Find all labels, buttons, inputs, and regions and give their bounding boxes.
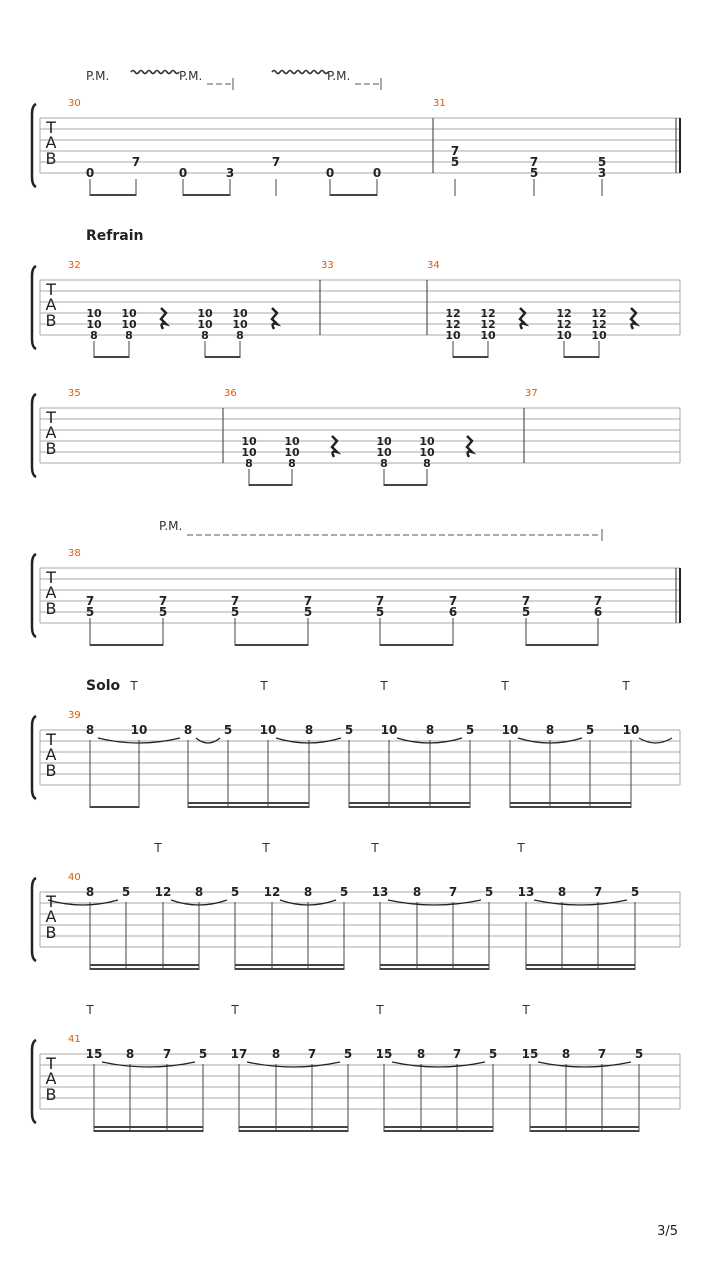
fret-number: 5 — [585, 723, 595, 737]
fret-number: 5 — [223, 723, 233, 737]
fret-number: 3 — [597, 166, 607, 180]
tab-clef-t: T — [46, 118, 56, 137]
vibrato-line — [272, 71, 328, 74]
fret-number: 10 — [121, 307, 137, 320]
fret-number: 8 — [85, 723, 95, 737]
fret-number: 0 — [85, 166, 95, 180]
tab-clef-b: B — [45, 923, 57, 942]
fret-number: 5 — [343, 1047, 353, 1061]
fret-number: 7 — [375, 594, 385, 608]
fret-number: 5 — [158, 605, 168, 619]
tab-clef-b: B — [45, 311, 57, 330]
measure-number: 34 — [427, 260, 440, 271]
fret-number: 0 — [325, 166, 335, 180]
fret-number: 12 — [591, 318, 607, 331]
fret-number: 10 — [241, 435, 257, 448]
section-label-solo: Solo — [86, 678, 121, 694]
fret-number: 10 — [86, 307, 102, 320]
quarter-rest — [161, 308, 166, 329]
fret-number: 8 — [303, 885, 313, 899]
fret-number: 7 — [307, 1047, 317, 1061]
fret-number: 13 — [517, 885, 535, 899]
fret-number: 7 — [85, 594, 95, 608]
quarter-rest — [631, 308, 636, 329]
fret-number: 10 — [197, 307, 213, 320]
fret-number: 7 — [303, 594, 313, 608]
tap-marker: T — [380, 679, 388, 693]
tap-marker: T — [371, 841, 379, 855]
system-bracket — [32, 1040, 36, 1123]
tab-clef-t: T — [46, 892, 56, 911]
fret-number: 5 — [465, 723, 475, 737]
fret-number: 8 — [423, 457, 431, 470]
fret-number: 5 — [529, 166, 539, 180]
system-bracket — [32, 878, 36, 961]
fret-number: 10 — [284, 435, 300, 448]
fret-number: 17 — [230, 1047, 248, 1061]
fret-number: 10 — [376, 435, 392, 448]
fret-number: 5 — [484, 885, 494, 899]
tap-marker: T — [517, 841, 525, 855]
fret-number: 5 — [375, 605, 385, 619]
quarter-rest — [332, 436, 337, 457]
page-number: 3/5 — [657, 1224, 678, 1239]
tab-clef-t: T — [46, 1054, 56, 1073]
tap-marker: T — [262, 841, 270, 855]
tab-clef-b: B — [45, 439, 57, 458]
tap-marker: T — [501, 679, 509, 693]
fret-number: 5 — [521, 605, 531, 619]
tab-clef-a: A — [45, 295, 57, 314]
fret-number: 10 — [259, 723, 277, 737]
quarter-rest — [272, 308, 277, 329]
fret-number: 12 — [591, 307, 607, 320]
fret-number: 12 — [154, 885, 172, 899]
quarter-rest — [467, 436, 472, 457]
fret-number: 8 — [557, 885, 567, 899]
fret-number: 15 — [375, 1047, 393, 1061]
fret-number: 15 — [521, 1047, 539, 1061]
fret-number: 12 — [263, 885, 281, 899]
palm-mute-label: P.M. — [86, 69, 110, 83]
tab-clef-t: T — [46, 408, 56, 427]
fret-number: 6 — [593, 605, 603, 619]
fret-number: 7 — [593, 594, 603, 608]
fret-number: 10 — [197, 318, 213, 331]
fret-number: 0 — [372, 166, 382, 180]
palm-mute-label: P.M. — [179, 69, 203, 83]
fret-number: 12 — [480, 307, 496, 320]
fret-number: 8 — [125, 1047, 135, 1061]
measure-number: 37 — [525, 388, 538, 399]
fret-number: 12 — [556, 318, 572, 331]
tab-clef-a: A — [45, 133, 57, 152]
vibrato-line — [131, 71, 179, 74]
fret-number: 10 — [130, 723, 148, 737]
measure-number: 30 — [68, 98, 81, 109]
fret-number: 7 — [597, 1047, 607, 1061]
system-bracket — [32, 716, 36, 799]
tab-staff-5 — [32, 716, 680, 799]
tab-clef-b: B — [45, 761, 57, 780]
fret-number: 12 — [445, 318, 461, 331]
fret-number: 0 — [178, 166, 188, 180]
fret-number: 8 — [236, 329, 244, 342]
palm-mute-label: P.M. — [159, 519, 183, 533]
tab-clef-t: T — [46, 730, 56, 749]
fret-number: 10 — [86, 318, 102, 331]
fret-number: 10 — [241, 446, 257, 459]
fret-number: 8 — [194, 885, 204, 899]
fret-number: 10 — [419, 446, 435, 459]
fret-number: 7 — [529, 155, 539, 169]
fret-number: 10 — [284, 446, 300, 459]
fret-number: 5 — [450, 155, 460, 169]
tab-clef-a: A — [45, 745, 57, 764]
fret-number: 12 — [445, 307, 461, 320]
fret-number: 8 — [85, 885, 95, 899]
tab-clef-t: T — [46, 568, 56, 587]
fret-number: 13 — [371, 885, 389, 899]
fret-number: 10 — [232, 318, 248, 331]
fret-number: 10 — [232, 307, 248, 320]
measure-number: 38 — [68, 548, 81, 559]
fret-number: 7 — [450, 144, 460, 158]
section-label-refrain: Refrain — [86, 228, 144, 244]
measure-number: 36 — [224, 388, 237, 399]
fret-number: 10 — [501, 723, 519, 737]
palm-mute-label: P.M. — [327, 69, 351, 83]
quarter-rest — [520, 308, 525, 329]
tap-marker: T — [86, 1003, 94, 1017]
measure-number: 32 — [68, 260, 81, 271]
fret-number: 8 — [545, 723, 555, 737]
fret-number: 10 — [121, 318, 137, 331]
tab-clef-a: A — [45, 907, 57, 926]
fret-number: 5 — [230, 885, 240, 899]
system-bracket — [32, 394, 36, 477]
measure-number: 39 — [68, 710, 81, 721]
measure-number: 41 — [68, 1034, 81, 1045]
system-bracket — [32, 266, 36, 349]
tap-marker: T — [130, 679, 138, 693]
fret-number: 7 — [452, 1047, 462, 1061]
fret-number: 5 — [121, 885, 131, 899]
fret-number: 8 — [201, 329, 209, 342]
fret-number: 8 — [380, 457, 388, 470]
fret-number: 8 — [425, 723, 435, 737]
fret-number: 10 — [556, 329, 572, 342]
tap-marker: T — [522, 1003, 530, 1017]
fret-number: 7 — [271, 155, 281, 169]
fret-number: 5 — [488, 1047, 498, 1061]
fret-number: 6 — [448, 605, 458, 619]
tab-staff-3 — [32, 394, 680, 477]
fret-number: 7 — [162, 1047, 172, 1061]
fret-number: 15 — [85, 1047, 103, 1061]
fret-number: 5 — [634, 1047, 644, 1061]
fret-number: 12 — [556, 307, 572, 320]
fret-number: 8 — [271, 1047, 281, 1061]
fret-number: 5 — [85, 605, 95, 619]
fret-number: 8 — [412, 885, 422, 899]
measure-number: 40 — [68, 872, 81, 883]
tap-marker: T — [231, 1003, 239, 1017]
tab-clef-a: A — [45, 583, 57, 602]
fret-number: 7 — [593, 885, 603, 899]
fret-number: 5 — [339, 885, 349, 899]
tab-staff-1 — [32, 104, 680, 187]
system-bracket — [32, 554, 36, 637]
fret-number: 10 — [376, 446, 392, 459]
tap-marker: T — [622, 679, 630, 693]
fret-number: 10 — [622, 723, 640, 737]
measure-number: 35 — [68, 388, 81, 399]
fret-number: 5 — [597, 155, 607, 169]
tab-clef-b: B — [45, 149, 57, 168]
fret-number: 8 — [183, 723, 193, 737]
fret-number: 10 — [380, 723, 398, 737]
fret-number: 7 — [158, 594, 168, 608]
fret-number: 8 — [304, 723, 314, 737]
fret-number: 5 — [630, 885, 640, 899]
fret-number: 10 — [445, 329, 461, 342]
fret-number: 7 — [230, 594, 240, 608]
fret-number: 12 — [480, 318, 496, 331]
fret-number: 10 — [480, 329, 496, 342]
tap-marker: T — [376, 1003, 384, 1017]
tap-marker: T — [154, 841, 162, 855]
tab-clef-b: B — [45, 599, 57, 618]
measure-number: 33 — [321, 260, 334, 271]
fret-number: 5 — [198, 1047, 208, 1061]
fret-number: 8 — [416, 1047, 426, 1061]
fret-number: 10 — [419, 435, 435, 448]
tap-marker: T — [260, 679, 268, 693]
tab-clef-b: B — [45, 1085, 57, 1104]
fret-number: 10 — [591, 329, 607, 342]
fret-number: 5 — [230, 605, 240, 619]
fret-number: 8 — [90, 329, 98, 342]
fret-number: 8 — [288, 457, 296, 470]
fret-number: 5 — [344, 723, 354, 737]
fret-number: 3 — [225, 166, 235, 180]
fret-number: 8 — [125, 329, 133, 342]
fret-number: 7 — [521, 594, 531, 608]
fret-number: 8 — [561, 1047, 571, 1061]
fret-number: 7 — [448, 594, 458, 608]
fret-number: 8 — [245, 457, 253, 470]
tab-staff-4 — [32, 554, 680, 637]
tab-clef-t: T — [46, 280, 56, 299]
fret-number: 5 — [303, 605, 313, 619]
system-bracket — [32, 104, 36, 187]
tab-clef-a: A — [45, 1069, 57, 1088]
fret-number: 7 — [131, 155, 141, 169]
tab-clef-a: A — [45, 423, 57, 442]
measure-number: 31 — [433, 98, 446, 109]
fret-number: 7 — [448, 885, 458, 899]
